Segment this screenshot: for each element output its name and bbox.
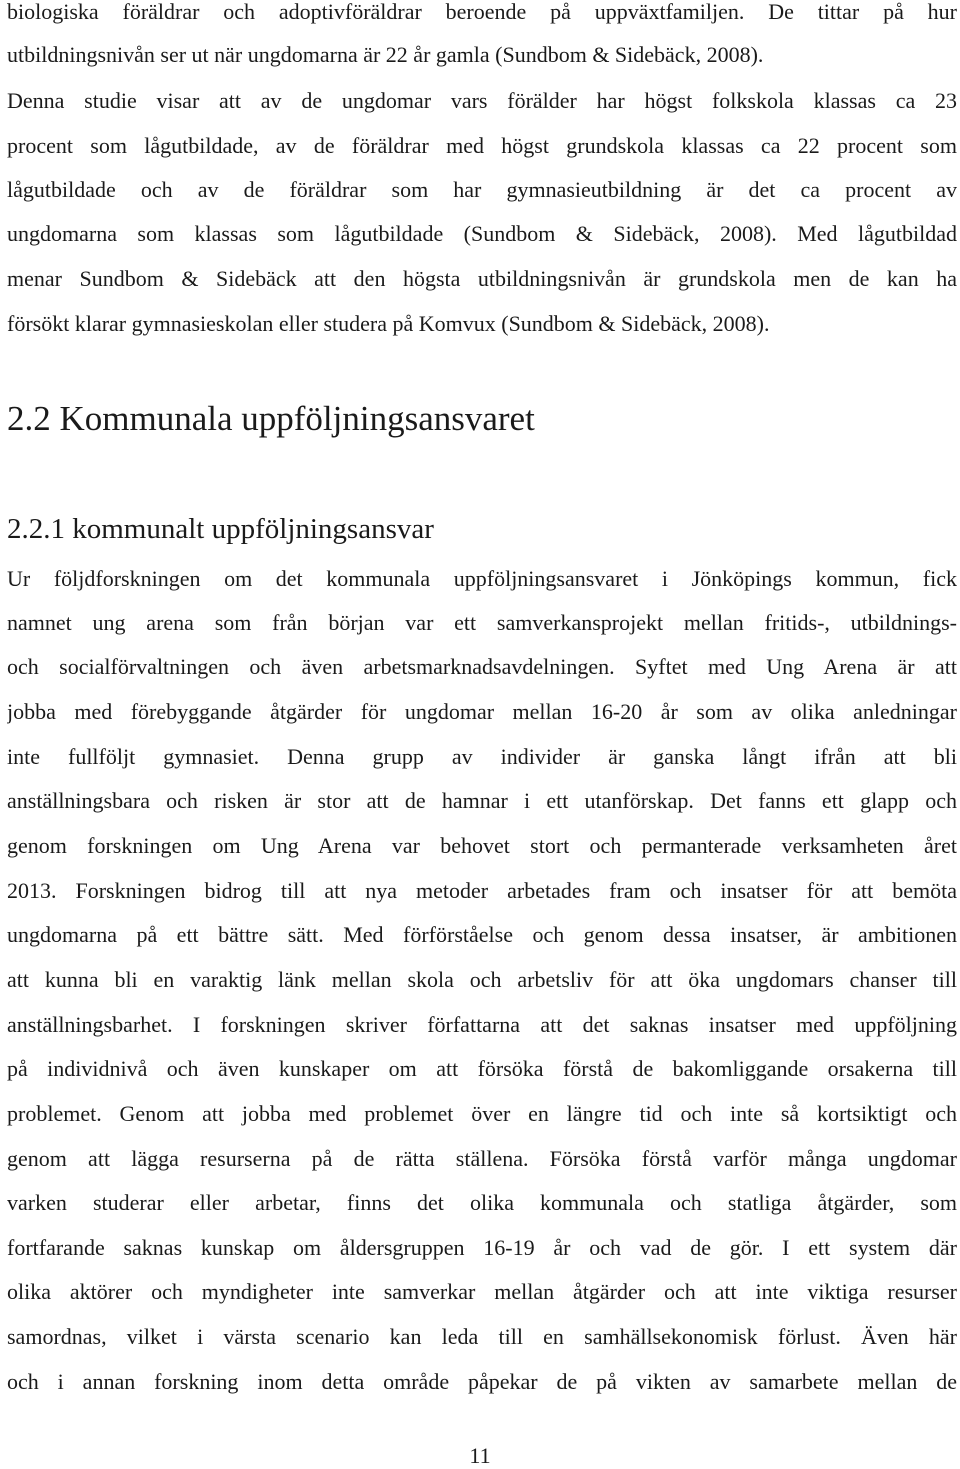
text-line: att kunna bli en varaktig länk mellan skola och arbetsliv för att öka ungdomars chanser till [7, 967, 957, 992]
text-line: problemet. Genom att jobba med problemet över en längre tid och inte så kortsiktigt och [7, 1101, 957, 1126]
text-line: och socialförvaltningen och även arbetsmarknadsavdelningen. Syftet med Ung Arena är att [7, 654, 957, 679]
text-line: jobba med förebyggande åtgärder för ungdomar mellan 16-20 år som av olika anledningar [7, 699, 957, 724]
text-line: fortfarande saknas kunskap om åldersgruppen 16-19 år och vad de gör. I ett system där [7, 1235, 957, 1260]
text-line: anställningsbarhet. I forskningen skriver författarna att det saknas insatser med uppföljning [7, 1012, 957, 1037]
text-line: 2013. Forskningen bidrog till att nya metoder arbetades fram och insatser för att bemöta [7, 878, 957, 903]
text-line: ungdomarna på ett bättre sätt. Med förförståelse och genom dessa insatser, är ambitionen [7, 922, 957, 947]
text-line: olika aktörer och myndigheter inte samverkar mellan åtgärder och att inte viktiga resurser [7, 1279, 957, 1304]
text-line: utbildningsnivån ser ut när ungdomarna är 22 år gamla (Sundbom & Sidebäck, 2008). [7, 42, 764, 67]
text-line: menar Sundbom & Sidebäck att den högsta utbildningsnivån är grundskola men de kan ha [7, 266, 957, 291]
text-line: procent som lågutbildade, av de föräldrar med högst grundskola klassas ca 22 procent som [7, 133, 957, 158]
subsection-heading: 2.2.1 kommunalt uppföljningsansvar [7, 513, 434, 545]
text-line: lågutbildade och av de föräldrar som har gymnasieutbildning är det ca procent av [7, 177, 957, 202]
section-heading: 2.2 Kommunala uppföljningsansvaret [7, 399, 535, 438]
page-number: 11 [469, 1443, 491, 1468]
text-line: namnet ung arena som från början var ett samverkansprojekt mellan fritids-, utbildnings- [7, 610, 957, 635]
text-line: anställningsbara och risken är stor att de hamnar i ett utanförskap. Det fanns ett glapp och [7, 788, 957, 813]
text-line: genom forskningen om Ung Arena var behovet stort och permanterade verksamheten året [7, 833, 957, 858]
text-line: Ur följdforskningen om det kommunala uppföljningsansvaret i Jönköpings kommun, fick [7, 566, 957, 591]
text-line: och i annan forskning inom detta område påpekar de på vikten av samarbete mellan de [7, 1369, 957, 1394]
text-line: genom att lägga resurserna på de rätta ställena. Försöka förstå varför många ungdomar [7, 1146, 957, 1171]
text-line: biologiska föräldrar och adoptivföräldrar beroende på uppväxtfamiljen. De tittar på hur [7, 0, 957, 24]
text-line: på individnivå och även kunskaper om att försöka förstå de bakomliggande orsakerna till [7, 1056, 957, 1081]
text-line: ungdomarna som klassas som lågutbildade (Sundbom & Sidebäck, 2008). Med lågutbildad [7, 221, 957, 246]
text-line: Denna studie visar att av de ungdomar vars förälder har högst folkskola klassas ca 23 [7, 88, 957, 113]
text-line: försökt klarar gymnasieskolan eller studera på Komvux (Sundbom & Sidebäck, 2008). [7, 311, 770, 336]
text-line: samordnas, vilket i värsta scenario kan leda till en samhällsekonomisk förlust. Även här [7, 1324, 957, 1349]
text-line: varken studerar eller arbetar, finns det olika kommunala och statliga åtgärder, som [7, 1190, 957, 1215]
text-line: inte fullföljt gymnasiet. Denna grupp av individer är ganska långt ifrån att bli [7, 744, 957, 769]
